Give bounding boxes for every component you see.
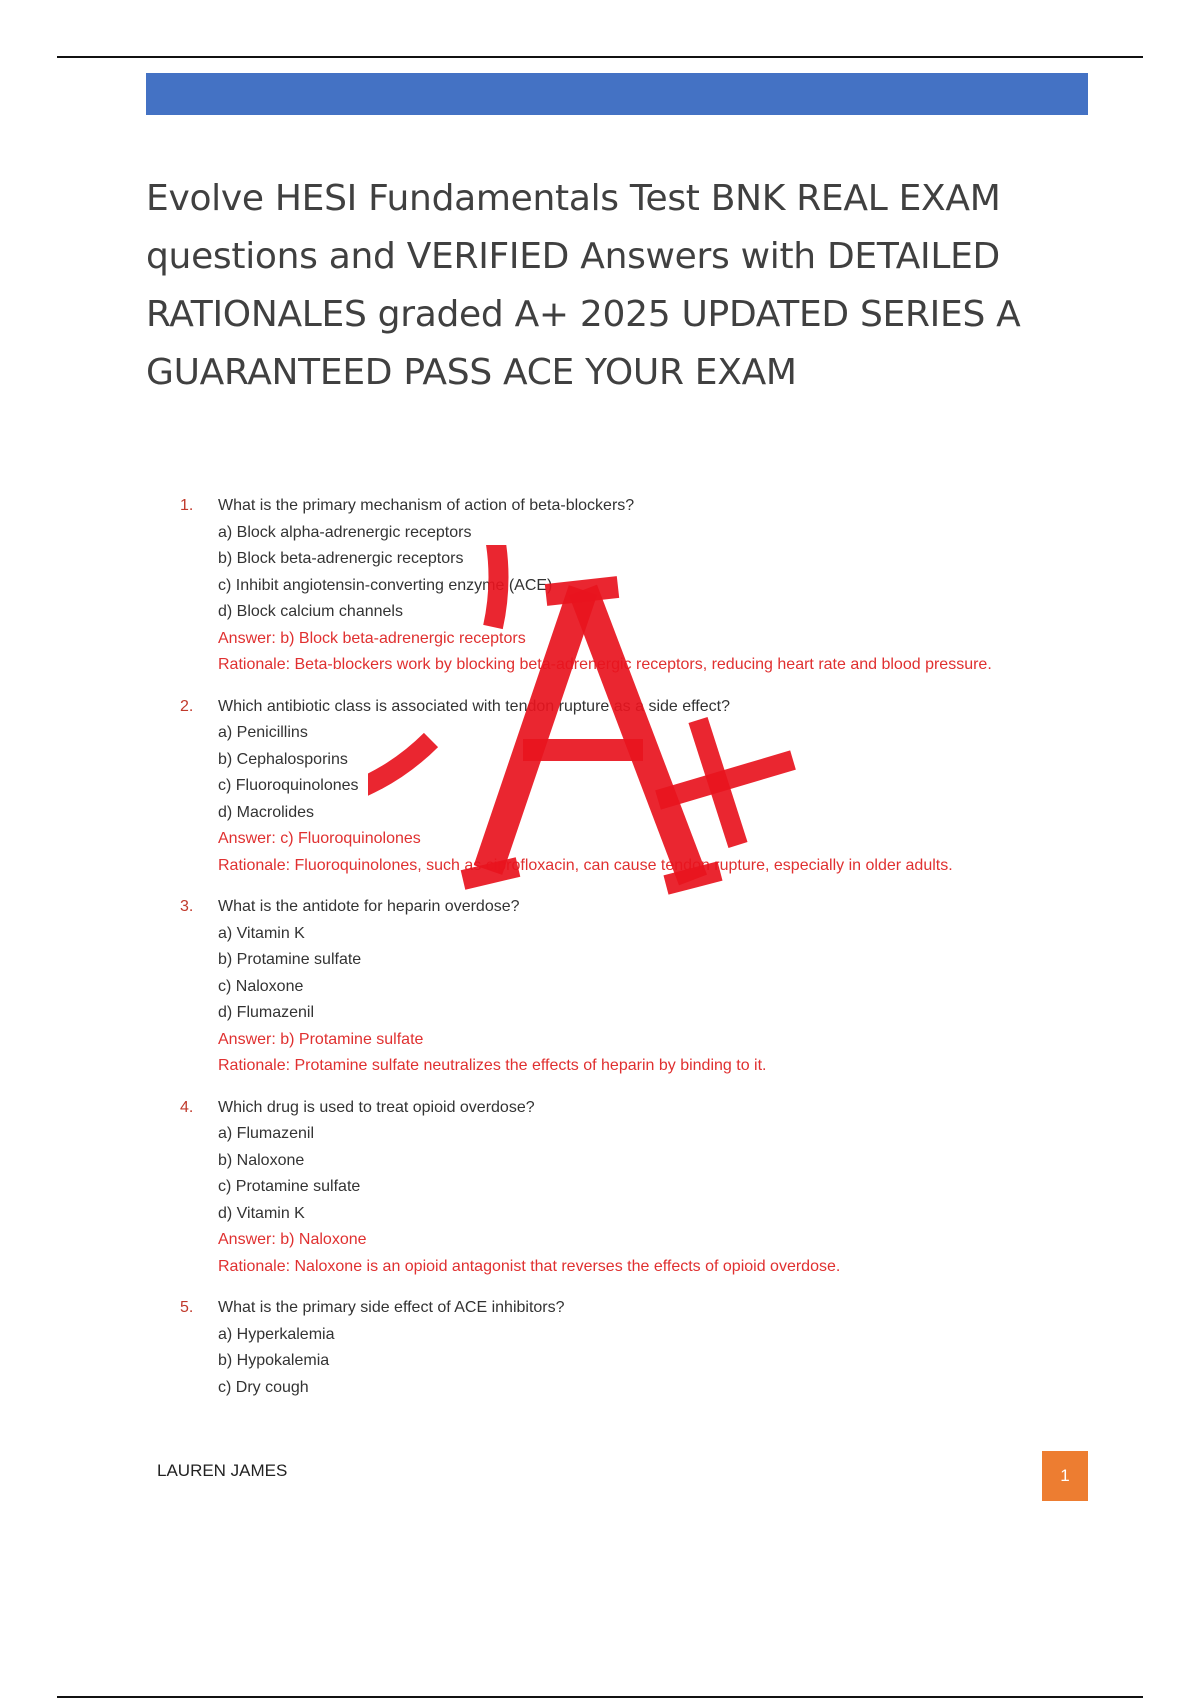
footer-author: LAUREN JAMES	[157, 1461, 288, 1480]
question-item	[180, 1095, 1080, 1281]
option: b) Protamine sulfate	[218, 951, 362, 968]
option: a) Penicillins	[218, 724, 308, 741]
option: a) Flumazenil	[218, 1125, 315, 1142]
question-number: 4.	[180, 1098, 194, 1116]
option: c) Dry cough	[218, 1378, 309, 1396]
option: b) Hypokalemia	[218, 1352, 330, 1369]
answer-text: Answer: b) Protamine sulfate	[218, 1030, 424, 1048]
question-text: What is the antidote for heparin overdose?	[218, 898, 520, 915]
question-text: Which antibiotic class is associated with tendon rupture as a side effect?	[218, 697, 730, 715]
a-plus-stamp-icon	[368, 545, 858, 1035]
option: a) Vitamin K	[218, 924, 305, 942]
question-item	[180, 1295, 1080, 1401]
option: c) Protamine sulfate	[218, 1178, 361, 1195]
option: c) Naloxone	[218, 977, 304, 995]
rationale-text: Rationale: Naloxone is an opioid antagonist that reverses the effects of opioid overdose.	[218, 1257, 841, 1275]
question-number: 3.	[180, 898, 194, 915]
answer-text: Answer: c) Fluoroquinolones	[218, 830, 421, 847]
option: b) Block beta-adrenergic receptors	[218, 550, 464, 567]
question-number: 5.	[180, 1299, 194, 1316]
rationale-text: Rationale: Fluoroquinolones, such as ciprofloxacin, can cause tendon rupture, especially in older adults.	[218, 856, 953, 874]
rationale-text: Rationale: Protamine sulfate neutralizes the effects of heparin by binding to it.	[218, 1057, 767, 1074]
option: b) Cephalosporins	[218, 750, 348, 768]
option: d) Flumazenil	[218, 1004, 315, 1021]
question-text: Which drug is used to treat opioid overdose?	[218, 1098, 535, 1116]
option: d) Vitamin K	[218, 1204, 305, 1222]
page-number: 1	[1042, 1451, 1088, 1501]
document-title: Evolve HESI Fundamentals Test BNK REAL EXAM questions and VERIFIED Answers with DETAILED RATIONALES graded A+ 2025 UPDATED SERIES A GUARANTEED PASS ACE YOUR EXAM	[146, 178, 1021, 393]
question-text: What is the primary side effect of ACE inhibitors?	[218, 1299, 565, 1316]
top-rule	[57, 56, 1143, 58]
question-number: 2.	[180, 697, 194, 715]
option: c) Fluoroquinolones	[218, 777, 359, 794]
option: d) Macrolides	[218, 803, 315, 821]
option: a) Block alpha-adrenergic receptors	[218, 523, 472, 541]
question-text: What is the primary mechanism of action of beta-blockers?	[218, 497, 635, 514]
rationale-text: Rationale: Beta-blockers work by blocking beta-adrenergic receptors, reducing heart rate and blood pressure.	[218, 656, 992, 673]
question-number: 1.	[180, 497, 194, 514]
option: d) Block calcium channels	[218, 603, 403, 620]
header-banner	[146, 73, 1088, 115]
bottom-rule	[57, 1696, 1143, 1698]
option: b) Naloxone	[218, 1151, 305, 1169]
option: c) Inhibit angiotensin-converting enzyme (ACE)	[218, 576, 553, 594]
answer-text: Answer: b) Naloxone	[218, 1231, 367, 1248]
option: a) Hyperkalemia	[218, 1325, 335, 1343]
answer-text: Answer: b) Block beta-adrenergic receptors	[218, 629, 526, 647]
